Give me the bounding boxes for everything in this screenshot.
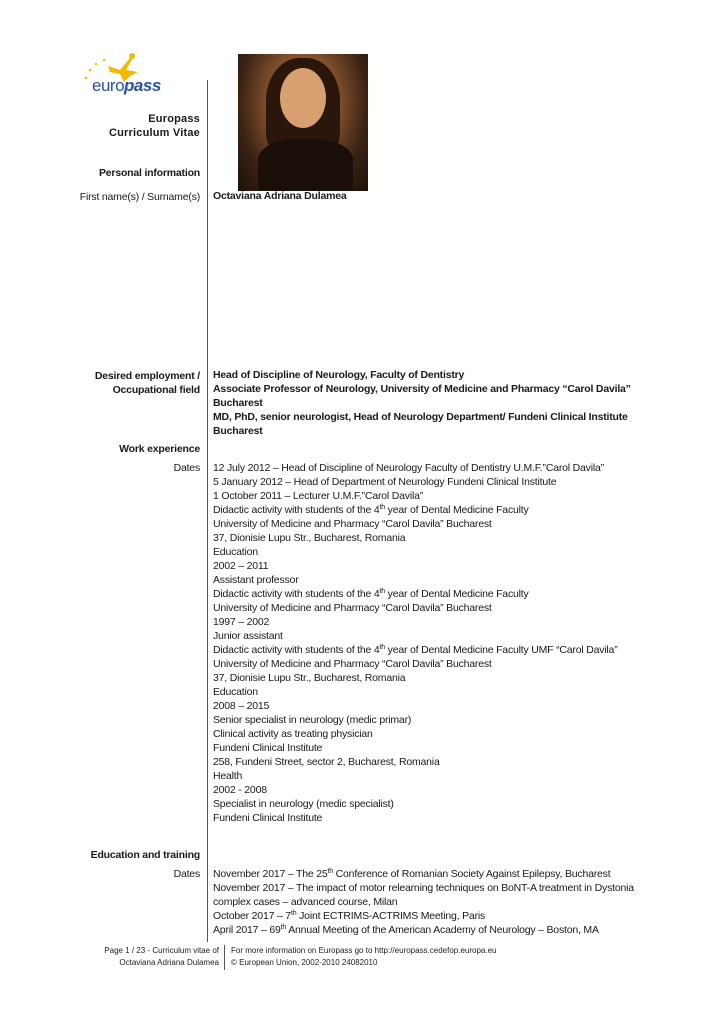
list-item: 1997 – 2002 bbox=[213, 616, 270, 628]
list-item: Associate Professor of Neurology, University of Medicine and Pharmacy “Carol Davila” bbox=[213, 383, 631, 395]
list-item bbox=[213, 587, 618, 601]
list-item bbox=[213, 923, 634, 937]
list-item: November 2017 – The impact of motor relearning techniques on BoNT-A treatment in Dystonia bbox=[213, 882, 634, 894]
education-dates-label: Dates bbox=[173, 868, 200, 880]
desired-employment-label bbox=[95, 369, 200, 397]
logo-text-pass: pass bbox=[124, 76, 161, 95]
full-name: Octaviana Adriana Dulamea bbox=[213, 190, 347, 202]
list-item: complex cases – advanced course, Milan bbox=[213, 896, 398, 908]
list-item-text: Didactic activity with students of the 4 bbox=[213, 504, 380, 516]
list-item: University of Medicine and Pharmacy “Carol Davila” Bucharest bbox=[213, 602, 492, 614]
list-item bbox=[213, 503, 618, 517]
footer-owner: Octaviana Adriana Dulamea bbox=[119, 958, 219, 967]
list-item bbox=[213, 867, 634, 881]
list-item: University of Medicine and Pharmacy “Carol Davila” Bucharest bbox=[213, 658, 492, 670]
personal-info-heading: Personal information bbox=[98, 167, 200, 179]
footer-divider bbox=[224, 945, 225, 970]
education-list bbox=[213, 867, 634, 937]
list-item: Bucharest bbox=[213, 397, 263, 409]
list-item-text: th bbox=[280, 924, 287, 931]
list-item: Specialist in neurology (medic specialist) bbox=[213, 798, 394, 810]
list-item bbox=[213, 909, 634, 923]
list-item: Assistant professor bbox=[213, 574, 299, 586]
list-item: Fundeni Clinical Institute bbox=[213, 742, 323, 754]
desired-label-line1: Desired employment / bbox=[94, 370, 200, 382]
name-label: First name(s) / Surname(s) bbox=[79, 191, 200, 203]
list-item-text: Didactic activity with students of the 4 bbox=[213, 588, 380, 600]
desired-employment-list bbox=[213, 368, 631, 438]
list-item-text: th bbox=[290, 910, 297, 917]
work-dates-label: Dates bbox=[173, 462, 200, 474]
list-item-text: October 2017 – 7 bbox=[213, 910, 291, 922]
list-item: 5 January 2012 – Head of Department of Neurology Fundeni Clinical Institute bbox=[213, 476, 557, 488]
list-item: 37, Dionisie Lupu Str., Bucharest, Romania bbox=[213, 532, 406, 544]
list-item-text: Annual Meeting of the American Academy of Neurology – Boston, MA bbox=[286, 924, 599, 936]
list-item: Senior specialist in neurology (medic primar) bbox=[213, 714, 412, 726]
work-experience-list bbox=[213, 461, 618, 825]
logo-text-euro: euro bbox=[92, 76, 125, 95]
footer-europass-link[interactable]: For more information on Europass go to http://europass.cedefop.europa.eu bbox=[231, 946, 497, 955]
list-item-text: year of Dental Medicine Faculty bbox=[384, 504, 529, 516]
europass-logo bbox=[80, 52, 170, 102]
list-item: 1 October 2011 – Lecturer U.M.F.”Carol Davila” bbox=[213, 490, 424, 502]
list-item: 2008 – 2015 bbox=[213, 700, 270, 712]
list-item: Head of Discipline of Neurology, Faculty of Dentistry bbox=[213, 369, 465, 381]
list-item-text: November 2017 – The 25 bbox=[213, 868, 328, 880]
list-item: Education bbox=[213, 546, 258, 558]
list-item: Junior assistant bbox=[213, 630, 283, 642]
list-item-text: year of Dental Medicine Faculty UMF “Carol Davila” bbox=[384, 644, 618, 656]
desired-label-line2: Occupational field bbox=[112, 384, 200, 396]
education-heading: Education and training bbox=[90, 849, 200, 861]
list-item: 258, Fundeni Street, sector 2, Bucharest, Romania bbox=[213, 756, 440, 768]
list-item: Bucharest bbox=[213, 425, 263, 437]
list-item: 37, Dionisie Lupu Str., Bucharest, Romania bbox=[213, 672, 406, 684]
profile-photo bbox=[238, 54, 368, 191]
footer-info bbox=[231, 945, 497, 969]
list-item-text: Joint ECTRIMS-ACTRIMS Meeting, Paris bbox=[296, 910, 486, 922]
list-item: MD, PhD, senior neurologist, Head of Neurology Department/ Fundeni Clinical Institute bbox=[213, 411, 628, 423]
footer-page-info bbox=[104, 945, 219, 969]
list-item: Clinical activity as treating physician bbox=[213, 728, 373, 740]
list-item: Education bbox=[213, 686, 258, 698]
list-item: Fundeni Clinical Institute bbox=[213, 812, 323, 824]
list-item-text: th bbox=[379, 504, 385, 511]
list-item bbox=[213, 643, 618, 657]
list-item: Health bbox=[213, 770, 243, 782]
list-item-text: Conference of Romanian Society Against Epilepsy, Bucharest bbox=[332, 868, 611, 880]
footer-copyright: © European Union, 2002-2010 24082010 bbox=[231, 958, 378, 967]
list-item: 2002 – 2011 bbox=[213, 560, 269, 572]
cv-title bbox=[109, 112, 200, 140]
list-item: 12 July 2012 – Head of Discipline of Neurology Faculty of Dentistry U.M.F.”Carol Davila” bbox=[213, 462, 604, 474]
list-item-text: th bbox=[327, 868, 333, 875]
list-item: 2002 - 2008 bbox=[213, 784, 267, 796]
list-item: University of Medicine and Pharmacy “Carol Davila” Bucharest bbox=[213, 518, 492, 530]
column-divider bbox=[207, 80, 208, 942]
list-item-text: April 2017 – 69 bbox=[213, 924, 281, 936]
list-item-text: th bbox=[379, 588, 385, 595]
list-item-text: year of Dental Medicine Faculty bbox=[384, 588, 529, 600]
footer-page-number: Page 1 / 23 - Curriculum vitae of bbox=[104, 946, 219, 955]
list-item-text: th bbox=[379, 644, 385, 651]
work-experience-heading: Work experience bbox=[119, 443, 200, 455]
cv-title-line1: Europass bbox=[148, 113, 200, 125]
cv-title-line2: Curriculum Vitae bbox=[108, 127, 200, 139]
list-item-text: Didactic activity with students of the 4 bbox=[213, 644, 380, 656]
